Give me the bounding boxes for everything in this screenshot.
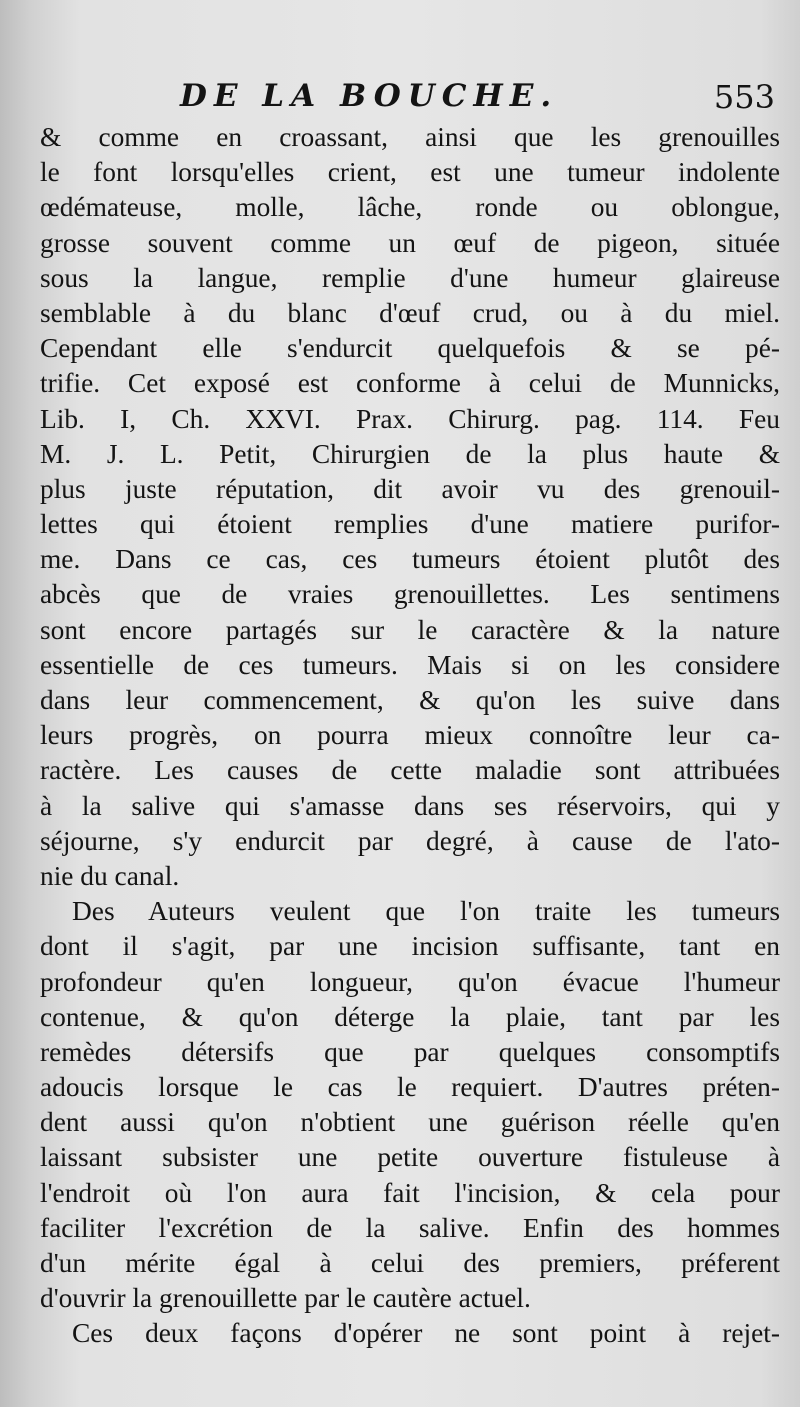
text-line: profondeur qu'en longueur, qu'on évacue l'humeur <box>40 966 780 997</box>
text-line: dent aussi qu'on n'obtient une guérison réelle qu'en <box>40 1107 780 1138</box>
text-line: me. Dans ce cas, ces tumeurs étoient plutôt des <box>40 544 780 575</box>
running-title: DE LA BOUCHE. <box>180 78 559 114</box>
paragraph-start-line: Ces deux façons d'opérer ne sont point à rejet- <box>72 1318 780 1349</box>
text-line: lettes qui étoient remplies d'une matiere purifor- <box>40 509 780 540</box>
text-line: dont il s'agit, par une incision suffisante, tant en <box>40 931 780 962</box>
text-line: abcès que de vraies grenouillettes. Les sentimens <box>40 579 780 610</box>
text-line: sont encore partagés sur le caractère & la nature <box>40 614 780 645</box>
text-line: essentielle de ces tumeurs. Mais si on les considere <box>40 649 780 680</box>
text-line: à la salive qui s'amasse dans ses réservoirs, qui y <box>40 790 780 821</box>
text-line: grosse souvent comme un œuf de pigeon, située <box>40 227 780 258</box>
text-line: Cependant elle s'endurcit quelquefois & se pé- <box>40 333 780 364</box>
text-line: adoucis lorsque le cas le requiert. D'autres préten- <box>40 1072 780 1103</box>
text-line: contenue, & qu'on déterge la plaie, tant par les <box>40 1001 780 1032</box>
paragraph-start-line: Des Auteurs veulent que l'on traite les tumeurs <box>72 896 780 927</box>
text-line: sous la langue, remplie d'une humeur glaireuse <box>40 262 780 293</box>
text-line: dans leur commencement, & qu'on les suive dans <box>40 685 780 715</box>
text-line: plus juste réputation, dit avoir vu des grenouil- <box>40 473 780 504</box>
text-line: faciliter l'excrétion de la salive. Enfin des hommes <box>40 1212 780 1243</box>
running-head <box>40 78 775 124</box>
body-text <box>40 120 780 1352</box>
text-line: d'un mérite égal à celui des premiers, préferent <box>40 1248 780 1278</box>
text-line: & comme en croassant, ainsi que les grenouilles <box>40 122 780 152</box>
text-line: le font lorsqu'elles crient, est une tumeur indolente <box>40 157 780 188</box>
text-line: d'ouvrir la grenouillette par le cautère actuel. <box>40 1283 531 1314</box>
text-line: trifie. Cet exposé est conforme à celui de Munnicks, <box>40 368 780 399</box>
text-line: M. J. L. Petit, Chirurgien de la plus haute & <box>40 438 780 469</box>
text-line: œdémateuse, molle, lâche, ronde ou oblongue, <box>40 192 780 223</box>
text-line: l'endroit où l'on aura fait l'incision, & cela pour <box>40 1177 780 1208</box>
text-line: remèdes détersifs que par quelques consomptifs <box>40 1036 780 1067</box>
text-line: ractère. Les causes de cette maladie sont attribuées <box>40 755 780 786</box>
page-number: 553 <box>713 78 775 116</box>
text-line: laissant subsister une petite ouverture fistuleuse à <box>40 1142 780 1173</box>
text-line: séjourne, s'y endurcit par degré, à cause de l'ato- <box>40 825 780 856</box>
text-line: nie du canal. <box>40 860 180 891</box>
text-line: leurs progrès, on pourra mieux connoître leur ca- <box>40 720 780 751</box>
text-line: semblable à du blanc d'œuf crud, ou à du miel. <box>40 297 780 328</box>
text-line: Lib. I, Ch. XXVI. Prax. Chirurg. pag. 114. Feu <box>40 403 780 434</box>
